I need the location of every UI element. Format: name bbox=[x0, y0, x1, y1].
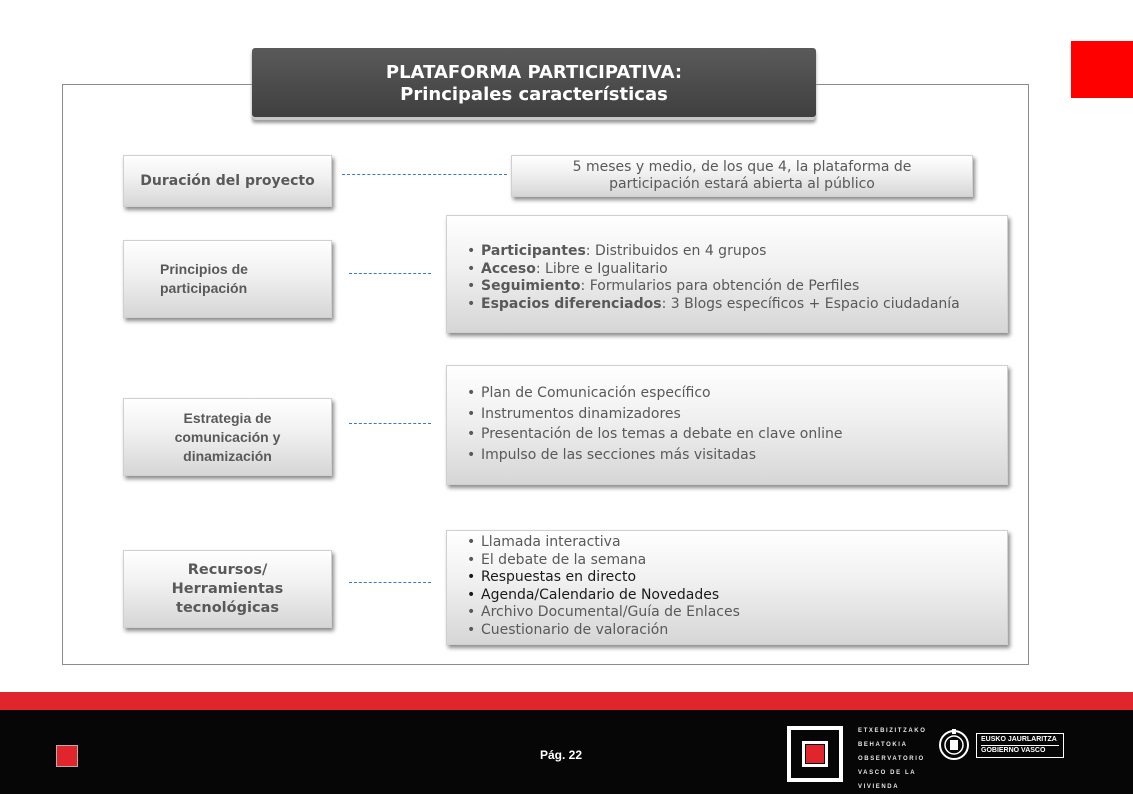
gv-line-1: EUSKO JAURLARITZA bbox=[981, 735, 1059, 746]
list-item bbox=[467, 261, 1007, 279]
list-item: • Plan de Comunicación específico bbox=[467, 383, 1007, 404]
logo-line: BEHATOKIA bbox=[858, 742, 908, 748]
page-number: Pág. 22 bbox=[540, 748, 583, 762]
footer-red-square-icon bbox=[56, 745, 78, 767]
logo-line: VASCO DE LA bbox=[858, 770, 917, 776]
item-key: Seguimiento bbox=[481, 278, 581, 294]
connector-1 bbox=[342, 174, 507, 175]
item-key: Espacios diferenciados bbox=[481, 295, 662, 312]
item-value: : Formularios para obtención de Perfiles bbox=[580, 278, 860, 294]
list-item bbox=[467, 296, 1007, 314]
item-value: : 3 Blogs específicos + Espacio ciudadanía bbox=[661, 295, 960, 312]
list-item: • El debate de la semana bbox=[467, 552, 1007, 570]
title-line-1: PLATAFORMA PARTICIPATIVA: bbox=[385, 62, 683, 83]
logo-line: VIVIENDA bbox=[858, 784, 900, 790]
label-principios-text: Principios de participación bbox=[160, 261, 248, 296]
list-item: • Instrumentos dinamizadores bbox=[467, 404, 1007, 425]
label-duracion-text: Duración del proyecto bbox=[140, 172, 315, 189]
list-item: • Llamada interactiva bbox=[467, 534, 1007, 552]
principios-box bbox=[446, 215, 1008, 333]
list-item: • Respuestas en directo bbox=[467, 569, 1007, 587]
logo-line: OBSERVATORIO bbox=[858, 756, 925, 762]
principios-list bbox=[467, 243, 1007, 313]
corner-red-square bbox=[1071, 41, 1133, 98]
logo-red-core bbox=[806, 745, 824, 763]
connector-4 bbox=[349, 582, 431, 583]
item-value: : Libre e Igualitario bbox=[535, 260, 668, 277]
observatorio-logo-text bbox=[858, 724, 926, 794]
list-item: • Presentación de los temas a debate en clave online bbox=[467, 424, 1007, 445]
list-item: • Archivo Documental/Guía de Enlaces bbox=[467, 604, 1007, 622]
list-item bbox=[467, 243, 1007, 261]
estrategia-box bbox=[446, 365, 1008, 485]
list-item: • Impulso de las secciones más visitadas bbox=[467, 445, 1007, 466]
gobierno-vasco-seal-icon bbox=[938, 727, 970, 763]
item-key: Acceso bbox=[481, 260, 536, 277]
label-recursos bbox=[123, 550, 332, 628]
list-item: • Cuestionario de valoración bbox=[467, 622, 1007, 640]
connector-3 bbox=[349, 423, 431, 424]
connector-2 bbox=[349, 273, 431, 274]
gv-line-2: GOBIERNO VASCO bbox=[981, 747, 1046, 754]
observatorio-logo-icon bbox=[787, 726, 843, 782]
duracion-value-box bbox=[511, 155, 973, 197]
recursos-box bbox=[446, 530, 1008, 645]
estrategia-list bbox=[467, 383, 1007, 465]
logo-line: ETXEBIZITZAKO bbox=[858, 728, 927, 734]
label-recursos-text: Recursos/ Herramientas tecnológicas bbox=[171, 561, 284, 616]
gobierno-vasco-logo-text bbox=[976, 733, 1064, 758]
item-key: Participantes bbox=[481, 243, 586, 259]
slide-title bbox=[252, 48, 816, 120]
item-value: : Distribuidos en 4 grupos bbox=[585, 243, 767, 259]
label-estrategia bbox=[123, 398, 332, 476]
duracion-value: 5 meses y medio, de los que 4, la plataforma de participación estará abierta al público bbox=[572, 159, 912, 192]
label-principios bbox=[123, 240, 332, 318]
list-item bbox=[467, 278, 1007, 296]
recursos-list bbox=[467, 534, 1007, 639]
title-line-2: Principales características bbox=[400, 84, 668, 105]
label-duracion bbox=[123, 155, 332, 207]
label-estrategia-text: Estrategia de comunicación y dinamización bbox=[174, 409, 281, 464]
footer-red-band bbox=[0, 692, 1133, 710]
list-item: • Agenda/Calendario de Novedades bbox=[467, 587, 1007, 605]
